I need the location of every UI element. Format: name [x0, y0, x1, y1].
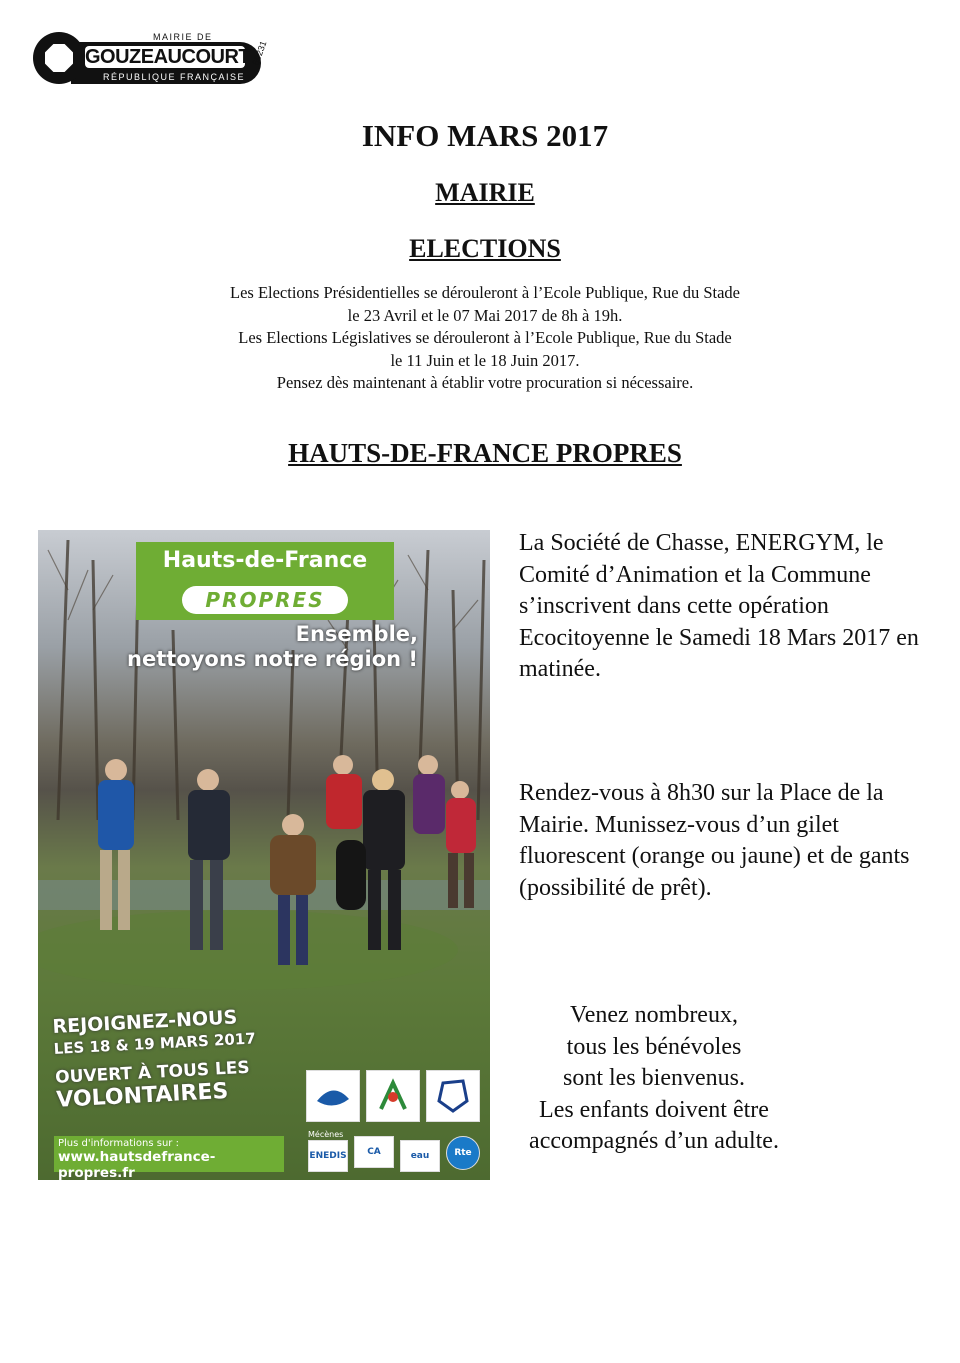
invitation-line: accompagnés d’un adulte.: [529, 1128, 779, 1155]
elections-line: Les Elections Présidentielles se dérouleront à l’Ecole Publique, Rue du Stade: [230, 283, 740, 302]
logo-subtitle: RÉPUBLIQUE FRANÇAISE: [103, 72, 246, 82]
poster-info-box: [54, 1136, 284, 1180]
invitation-line: Venez nombreux,: [570, 1002, 738, 1028]
elections-line: le 11 Juin et le 18 Juin 2017.: [390, 350, 580, 370]
poster-join-block: [52, 1005, 259, 1112]
poster-brand-sub: PROPRES: [182, 586, 348, 614]
invitation-paragraph: [509, 1000, 799, 1158]
poster-dates: LES 18 & 19 MARS 2017: [53, 1029, 257, 1058]
poster-slogan-line: nettoyons notre région !: [127, 647, 418, 671]
eau-logo: eau: [400, 1140, 440, 1172]
elections-line: Pensez dès maintenant à établir votre procuration si nécessaire.: [276, 373, 694, 392]
poster-slogan: [118, 622, 418, 672]
logo-top-line: MAIRIE DE: [153, 32, 213, 42]
poster-open-to: OUVERT À TOUS LES: [54, 1057, 251, 1088]
section-hdf-heading: HAUTS-DE-FRANCE PROPRES: [288, 438, 682, 468]
mairie-logo: [33, 32, 269, 88]
poster-join-title: REJOIGNEZ-NOUS: [52, 1006, 238, 1038]
hunting-federation-logo-icon: [366, 1070, 420, 1122]
poster-info-url: www.hautsdefrance-propres.fr: [58, 1149, 216, 1180]
logo-town-name: GOUZEAUCOURT: [85, 46, 251, 68]
poster-volunteers: VOLONTAIRES: [55, 1078, 229, 1113]
fishing-federation-logo-icon: [306, 1070, 360, 1122]
poster-brand-box: [136, 542, 394, 620]
sponsors-label: Mécènes: [308, 1130, 344, 1139]
section-mairie-heading: MAIRIE: [435, 178, 535, 207]
hdf-propres-poster: [38, 530, 490, 1180]
hdf-description: [519, 528, 949, 1155]
invitation-line: tous les bénévoles: [566, 1033, 742, 1060]
elections-line: le 23 Avril et le 07 Mai 2017 de 8h à 19h.: [347, 305, 623, 325]
elections-text: [0, 282, 960, 395]
invitation-line: sont les bienvenus.: [563, 1065, 745, 1092]
logo-postal-code: 59231: [250, 39, 269, 67]
logo-emblem-icon: [33, 32, 85, 84]
region-logo-icon: [426, 1070, 480, 1122]
elections-line: Les Elections Législatives se dérouleront à l’Ecole Publique, Rue du Stade: [238, 328, 732, 347]
poster-slogan-line: Ensemble,: [295, 622, 418, 646]
page-title: INFO MARS 2017: [361, 118, 609, 153]
section-elections-heading: ELECTIONS: [409, 234, 561, 263]
enedis-logo: ENEDIS: [308, 1140, 348, 1172]
volunteers-illustration: [38, 750, 490, 1010]
meeting-paragraph: Rendez-vous à 8h30 sur la Place de la Mairie. Munissez-vous d’un gilet fluorescent (orange ou jaune) et de gants (possibilité de prêt).: [519, 780, 910, 901]
invitation-line: Les enfants doivent être: [539, 1096, 769, 1123]
credit-agricole-logo: CA: [354, 1136, 394, 1168]
rte-logo: Rte: [446, 1136, 480, 1170]
participants-paragraph: La Société de Chasse, ENERGYM, le Comité d’Animation et la Commune s’inscrivent dans cette opération Ecocitoyenne le Samedi 18 Mars 2017 en matinée.: [519, 530, 919, 683]
poster-info-label: Plus d'informations sur :: [58, 1138, 179, 1149]
poster-brand: Hauts-de-France: [162, 548, 368, 573]
